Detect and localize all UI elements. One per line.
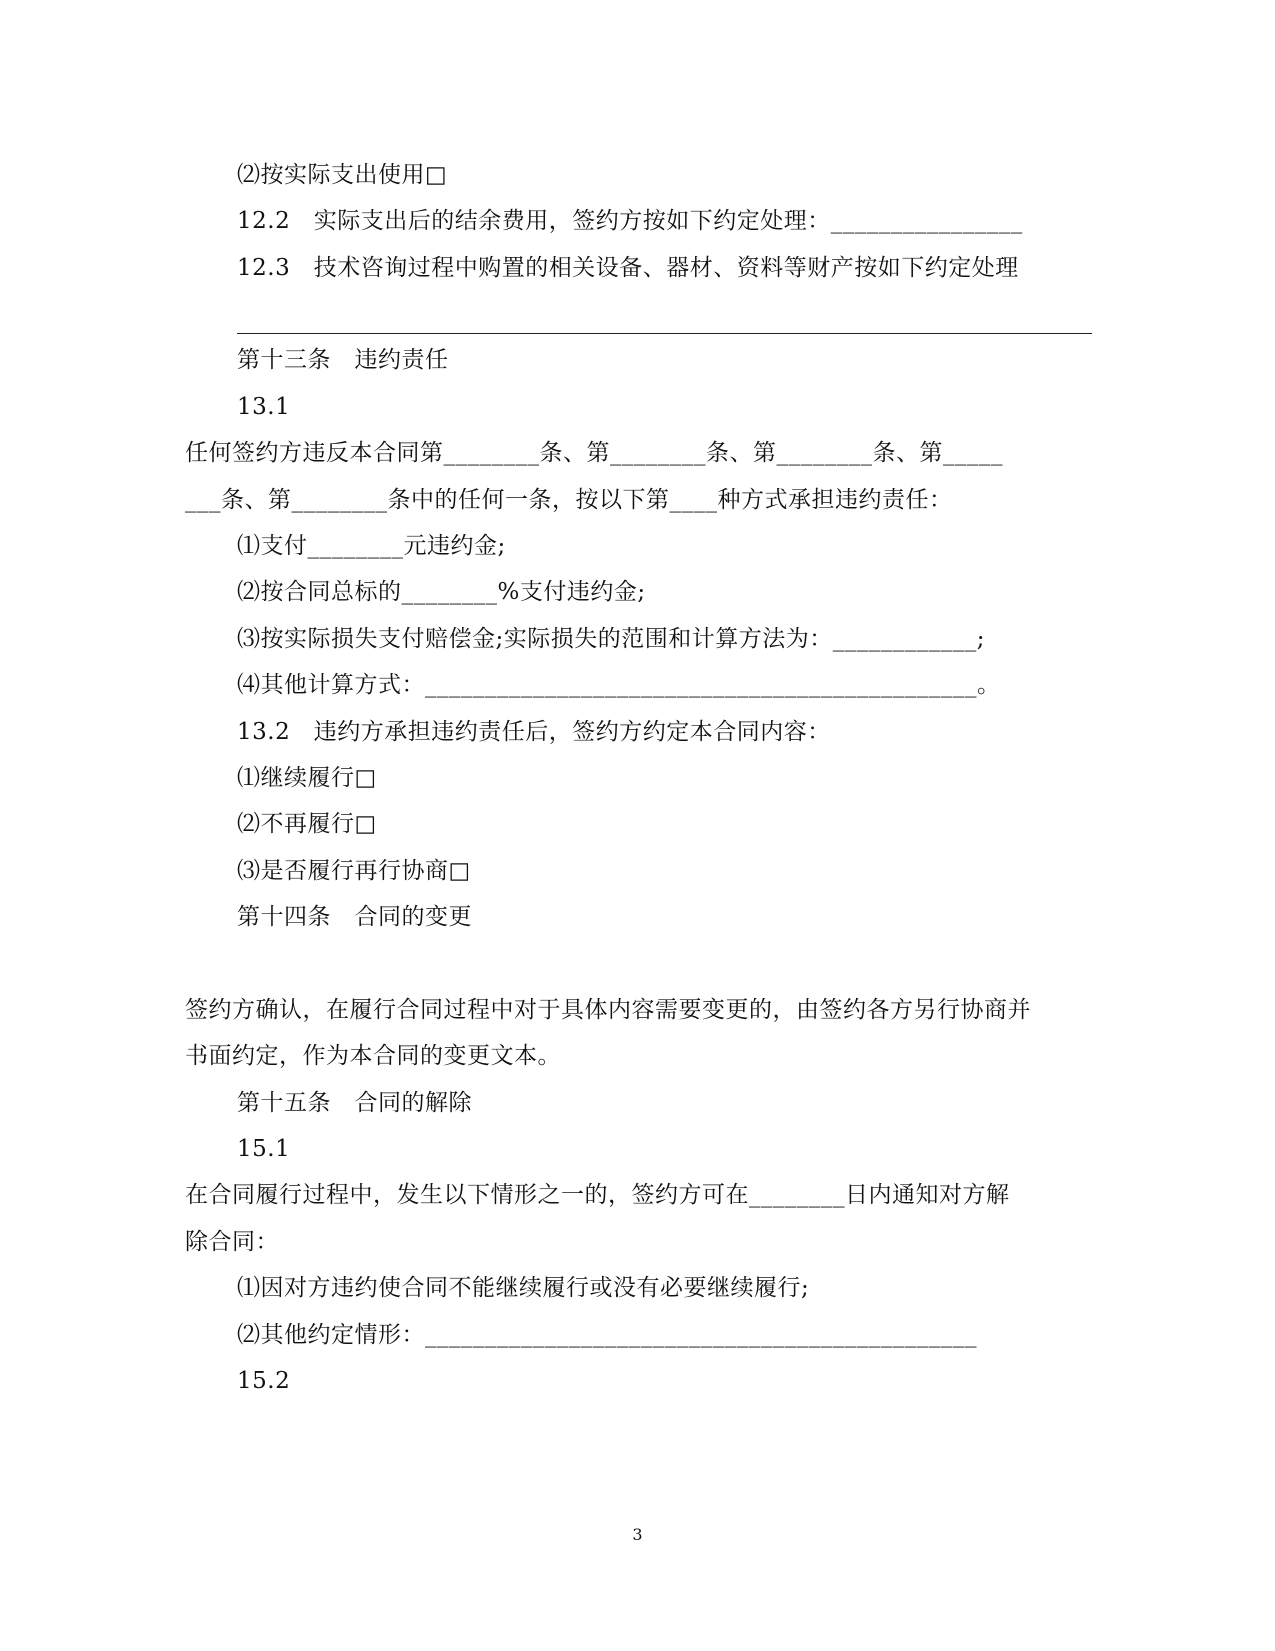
- clause-15-1-option-2: ⑵其他约定情形：______________________________________________: [237, 1322, 977, 1348]
- clause-13-2-option-1: ⑴继续履行□: [237, 765, 377, 791]
- clause-12-1-option-2: ⑵按实际支出使用□: [237, 162, 448, 188]
- clause-13-1-option-3: ⑶按实际损失支付赔偿金;实际损失的范围和计算方法为：____________;: [237, 626, 985, 652]
- clause-13-2: 13.2 违约方承担违约责任后，签约方约定本合同内容：: [237, 719, 831, 745]
- article-13-heading: 第十三条 违约责任: [237, 347, 449, 373]
- clause-13-1-text-line-1: 任何签约方违反本合同第________条、第________条、第________条、第_____: [185, 440, 1003, 466]
- clause-15-1-option-1: ⑴因对方违约使合同不能继续履行或没有必要继续履行;: [237, 1275, 810, 1301]
- clause-12-3: 12.3 技术咨询过程中购置的相关设备、器材、资料等财产按如下约定处理: [237, 255, 1019, 281]
- clause-13-1-option-2: ⑵按合同总标的________%支付违约金;: [237, 579, 646, 605]
- clause-13-1-text-line-2: ___条、第________条中的任何一条，按以下第____种方式承担违约责任：: [185, 487, 953, 513]
- clause-15-2-number: 15.2: [237, 1368, 291, 1394]
- clause-13-1-option-4: ⑷其他计算方式：______________________________________________。: [237, 672, 1001, 698]
- article-14-text-line-2: 书面约定，作为本合同的变更文本。: [185, 1043, 561, 1069]
- article-15-heading: 第十五条 合同的解除: [237, 1090, 472, 1116]
- article-14-heading: 第十四条 合同的变更: [237, 904, 472, 930]
- blank-fill-line: [237, 333, 1092, 334]
- article-14-text-line-1: 签约方确认，在履行合同过程中对于具体内容需要变更的，由签约各方另行协商并: [185, 997, 1031, 1023]
- clause-15-1-text-line-2: 除合同：: [185, 1229, 279, 1255]
- clause-13-2-option-3: ⑶是否履行再行协商□: [237, 858, 471, 884]
- page-number: 3: [632, 1525, 643, 1544]
- clause-13-1-option-1: ⑴支付________元违约金;: [237, 533, 506, 559]
- clause-15-1-number: 15.1: [237, 1136, 291, 1162]
- clause-13-1-number: 13.1: [237, 394, 291, 420]
- clause-13-2-option-2: ⑵不再履行□: [237, 811, 377, 837]
- clause-15-1-text-line-1: 在合同履行过程中，发生以下情形之一的，签约方可在________日内通知对方解: [185, 1182, 1010, 1208]
- clause-12-2: 12.2 实际支出后的结余费用，签约方按如下约定处理：________________: [237, 208, 1023, 234]
